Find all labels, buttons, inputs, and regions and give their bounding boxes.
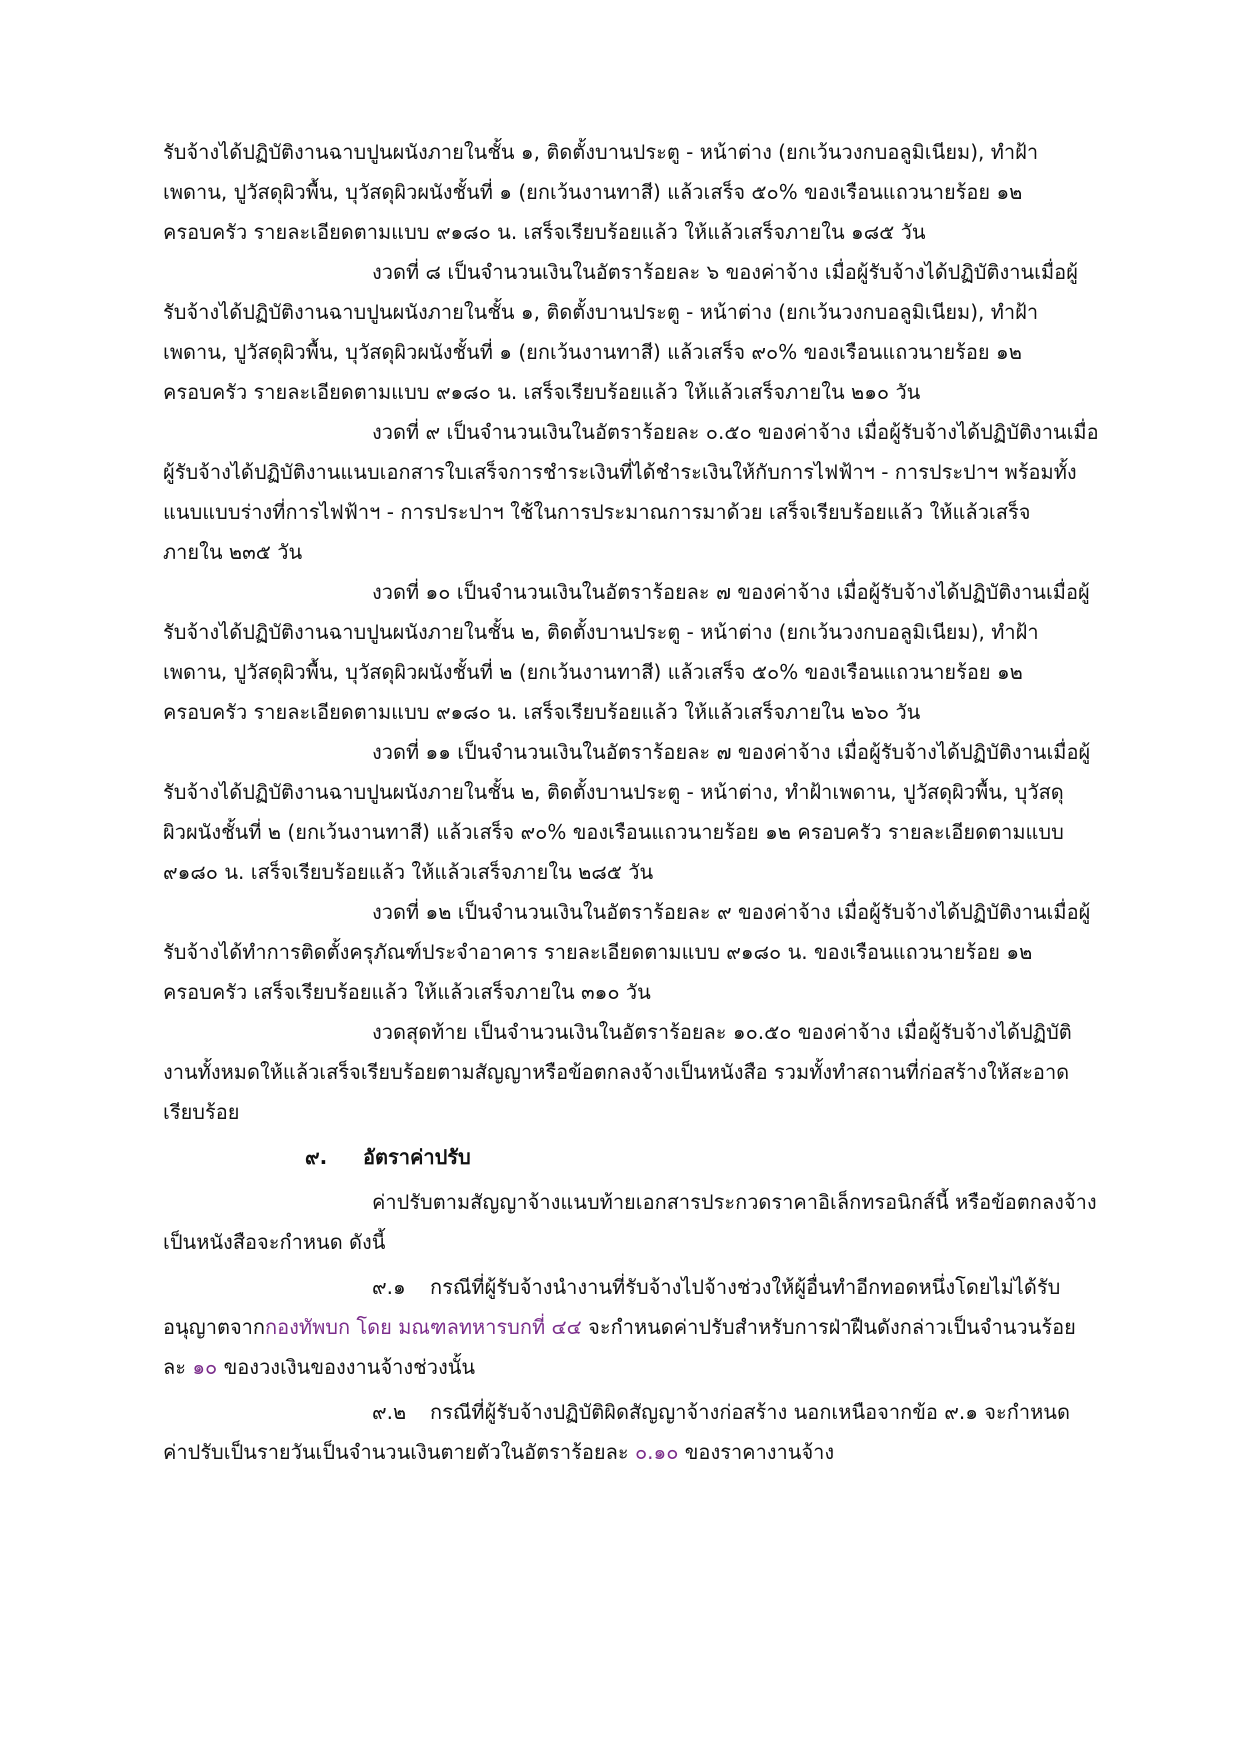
installment-12-line: งวดที่ ๑๒ เป็นจำนวนเงินในอัตราร้อยละ ๙ ของค่าจ้าง เมื่อผู้รับจ้างได้ปฏิบัติงานเมื่อผู้ [372,900,1091,924]
clause-text: ของราคางานจ้าง [678,1440,835,1464]
body-line: เพดาน, ปูวัสดุผิวพื้น, บุวัสดุผิวผนังชั้นที่ ๑ (ยกเว้นงานทาสี) แล้วเสร็จ ๙๐% ของเรือนแถวนายร้อย ๑๒ [163,340,1022,364]
clause-9-2-line [372,1395,1123,1429]
body-line: เรียบร้อย [163,1100,240,1124]
clause-9-1-line [163,1350,1123,1384]
clause-number: ๙.๑ [372,1275,406,1299]
body-line: ผิวผนังชั้นที่ ๒ (ยกเว้นงานทาสี) แล้วเสร็จ ๙๐% ของเรือนแถวนายร้อย ๑๒ ครอบครัว รายละเอียดตามแบบ [163,820,1064,844]
clause-text: ค่าปรับเป็นรายวันเป็นจำนวนเงินตายตัวในอัตราร้อยละ [163,1440,635,1464]
clause-text: กรณีที่ผู้รับจ้างปฏิบัติผิดสัญญาจ้างก่อสร้าง นอกเหนือจากข้อ ๙.๑ จะกำหนด [430,1400,1070,1424]
body-line: ครอบครัว รายละเอียดตามแบบ ๙๑๘๐ น. เสร็จเรียบร้อยแล้ว ให้แล้วเสร็จภายใน ๒๑๐ วัน [163,380,921,404]
clause-text: อนุญาตจาก [163,1315,266,1339]
clause-text: จะกำหนดค่าปรับสำหรับการฝ่าฝืนดังกล่าวเป็นจำนวนร้อย [581,1315,1076,1339]
installment-8-line: งวดที่ ๘ เป็นจำนวนเงินในอัตราร้อยละ ๖ ของค่าจ้าง เมื่อผู้รับจ้างได้ปฏิบัติงานเมื่อผู้ [372,260,1078,284]
highlighted-rate: ๐.๑๐ [634,1440,679,1464]
body-line: เพดาน, ปูวัสดุผิวพื้น, บุวัสดุผิวผนังชั้นที่ ๑ (ยกเว้นงานทาสี) แล้วเสร็จ ๕๐% ของเรือนแถวนายร้อย ๑๒ [163,180,1023,204]
clause-text: กรณีที่ผู้รับจ้างนำงานที่รับจ้างไปจ้างช่วงให้ผู้อื่นทำอีกทอดหนึ่งโดยไม่ได้รับ [430,1275,1061,1299]
body-line: รับจ้างได้ปฏิบัติงานฉาบปูนผนังภายในชั้น ๑, ติดตั้งบานประตู - หน้าต่าง (ยกเว้นวงกบอลูมิเนียม), ทำฝ้า [163,140,1039,164]
section-intro-line: ค่าปรับตามสัญญาจ้างแนบท้ายเอกสารประกวดราคาอิเล็กทรอนิกส์นี้ หรือข้อตกลงจ้าง [372,1190,1097,1214]
installment-11-line: งวดที่ ๑๑ เป็นจำนวนเงินในอัตราร้อยละ ๗ ของค่าจ้าง เมื่อผู้รับจ้างได้ปฏิบัติงานเมื่อผู้ [372,740,1091,764]
body-line: ครอบครัว เสร็จเรียบร้อยแล้ว ให้แล้วเสร็จภายใน ๓๑๐ วัน [163,980,651,1004]
body-line: ครอบครัว รายละเอียดตามแบบ ๙๑๘๐ น. เสร็จเรียบร้อยแล้ว ให้แล้วเสร็จภายใน ๑๘๕ วัน [163,220,926,244]
body-line: เพดาน, ปูวัสดุผิวพื้น, บุวัสดุผิวผนังชั้นที่ ๒ (ยกเว้นงานทาสี) แล้วเสร็จ ๕๐% ของเรือนแถวนายร้อย ๑๒ [163,660,1023,684]
clause-text: ของวงเงินของงานจ้างช่วงนั้น [217,1355,476,1379]
final-installment-line: งวดสุดท้าย เป็นจำนวนเงินในอัตราร้อยละ ๑๐.๕๐ ของค่าจ้าง เมื่อผู้รับจ้างได้ปฏิบัติ [372,1020,1072,1044]
body-line: รับจ้างได้ปฏิบัติงานฉาบปูนผนังภายในชั้น ๒, ติดตั้งบานประตู - หน้าต่าง, ทำฝ้าเพดาน, ปูวัสดุผิวพื้น, บุวัสดุ [163,780,1064,804]
section-heading [305,1140,1241,1174]
body-line: รับจ้างได้ทำการติดตั้งครุภัณฑ์ประจำอาคาร รายละเอียดตามแบบ ๙๑๘๐ น. ของเรือนแถวนายร้อย ๑๒ [163,940,1033,964]
section-number: ๙. [305,1145,328,1169]
body-line: แนบแบบร่างที่การไฟฟ้าฯ - การประปาฯ ใช้ในการประมาณการมาด้วย เสร็จเรียบร้อยแล้ว ให้แล้วเสร็จ [163,500,1031,524]
installment-10-line: งวดที่ ๑๐ เป็นจำนวนเงินในอัตราร้อยละ ๗ ของค่าจ้าง เมื่อผู้รับจ้างได้ปฏิบัติงานเมื่อผู้ [372,580,1090,604]
body-line: งานทั้งหมดให้แล้วเสร็จเรียบร้อยตามสัญญาหรือข้อตกลงจ้างเป็นหนังสือ รวมทั้งทำสถานที่ก่อสร้างให้สะอาด [163,1060,1070,1084]
body-line: รับจ้างได้ปฏิบัติงานฉาบปูนผนังภายในชั้น ๒, ติดตั้งบานประตู - หน้าต่าง (ยกเว้นวงกบอลูมิเนียม), ทำฝ้า [163,620,1039,644]
body-line: ภายใน ๒๓๕ วัน [163,540,303,564]
clause-text: ละ [163,1355,193,1379]
section-title: อัตราค่าปรับ [363,1145,471,1169]
clause-9-1-line [372,1270,1123,1304]
section-intro-line: เป็นหนังสือจะกำหนด ดังนี้ [163,1230,386,1254]
highlighted-authority: กองทัพบก โดย มณฑลทหารบกที่ ๔๔ [265,1315,582,1339]
highlighted-rate: ๑๐ [192,1355,218,1379]
body-line: ครอบครัว รายละเอียดตามแบบ ๙๑๘๐ น. เสร็จเรียบร้อยแล้ว ให้แล้วเสร็จภายใน ๒๖๐ วัน [163,700,921,724]
clause-number: ๙.๒ [372,1400,407,1424]
clause-9-1-line [163,1310,1123,1344]
body-line: ผู้รับจ้างได้ปฏิบัติงานแนบเอกสารใบเสร็จการชำระเงินที่ได้ชำระเงินให้กับการไฟฟ้าฯ - การประปาฯ พร้อมทั้ง [163,460,1077,484]
body-line: รับจ้างได้ปฏิบัติงานฉาบปูนผนังภายในชั้น ๑, ติดตั้งบานประตู - หน้าต่าง (ยกเว้นวงกบอลูมิเนียม), ทำฝ้า [163,300,1039,324]
installment-9-line: งวดที่ ๙ เป็นจำนวนเงินในอัตราร้อยละ ๐.๕๐ ของค่าจ้าง เมื่อผู้รับจ้างได้ปฏิบัติงานเมื่อ [372,420,1099,444]
clause-9-2-line [163,1435,1123,1469]
body-line: ๙๑๘๐ น. เสร็จเรียบร้อยแล้ว ให้แล้วเสร็จภายใน ๒๘๕ วัน [163,860,654,884]
